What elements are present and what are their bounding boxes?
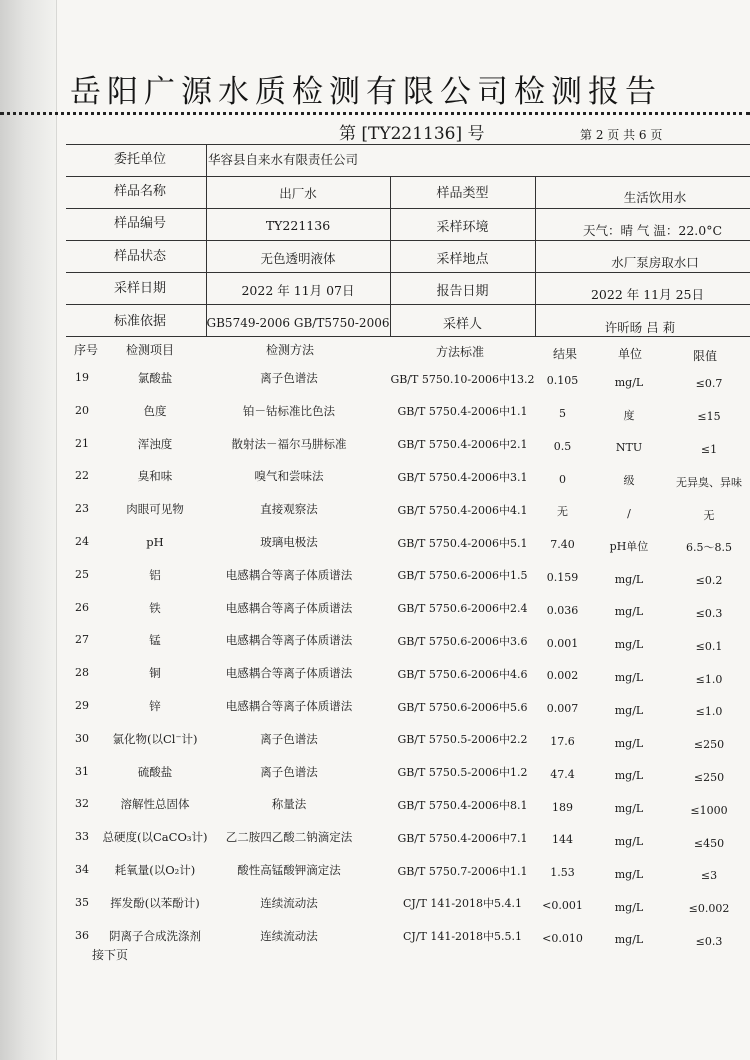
cell-unit: mg/L: [614, 900, 644, 914]
cell-method: 散射法－福尔马肼标准: [231, 436, 347, 451]
cell-result: 47.4: [550, 767, 575, 781]
cell-item: 氯化物(以Cl⁻计): [112, 731, 198, 746]
table-row: [0, 368, 750, 401]
cell-result: 0.007: [546, 702, 579, 716]
cell-unit: NTU: [615, 441, 643, 455]
sample-id-label: 样品编号: [113, 216, 166, 231]
cell-limit: ≤0.002: [688, 902, 730, 916]
rule: [66, 144, 750, 145]
cell-result: 7.40: [550, 538, 575, 552]
table-row: [0, 729, 750, 762]
cell-result: 0.159: [546, 570, 579, 584]
cell-result: 17.6: [550, 734, 575, 748]
env-label: 采样环境: [436, 220, 489, 235]
cell-no: 35: [75, 895, 89, 909]
client-label: 委托单位: [113, 152, 166, 167]
location-label: 采样地点: [436, 252, 489, 267]
cell-limit: ≤0.1: [695, 639, 723, 653]
cell-item: 锰: [149, 633, 161, 648]
cell-no: 19: [75, 371, 89, 384]
cell-method: 电感耦合等离子体质谱法: [225, 600, 353, 615]
cell-limit: ≤0.3: [695, 934, 723, 948]
cell-no: 31: [75, 764, 89, 778]
cell-no: 26: [75, 600, 89, 614]
cell-standard: GB/T 5750.4-2006中4.1: [397, 503, 528, 517]
cell-no: 21: [75, 436, 89, 450]
standard-label: 标准依据: [113, 314, 166, 329]
cell-result: 0.036: [546, 603, 579, 617]
sample-type-label: 样品类型: [436, 186, 489, 201]
table-row: [0, 434, 750, 467]
cell-unit: mg/L: [614, 769, 644, 783]
page-indicator: 第 2 页 共 6 页: [580, 128, 663, 142]
table-row: [0, 860, 750, 893]
cell-item: 色度: [143, 403, 167, 418]
cell-result: 189: [552, 800, 573, 814]
cell-unit: 级: [623, 474, 635, 488]
cell-item: 锌: [149, 699, 161, 713]
col-header-method: 检测方法: [265, 343, 314, 357]
cell-item: 阴离子合成洗涤剂: [109, 928, 201, 943]
table-row: [0, 565, 750, 598]
cell-standard: GB/T 5750.6-2006中1.5: [397, 569, 528, 583]
cell-no: 34: [75, 863, 89, 876]
rule: [206, 144, 207, 336]
cell-standard: GB/T 5750.4-2006中3.1: [397, 470, 528, 484]
table-row: [0, 696, 750, 729]
report-date-value: 2022 年 11月 25日: [590, 287, 705, 302]
cell-standard: GB/T 5750.6-2006中3.6: [397, 634, 528, 648]
cell-standard: GB/T 5750.4-2006中2.1: [397, 438, 528, 452]
cell-unit: pH单位: [609, 539, 649, 553]
cell-standard: GB/T 5750.7-2006中1.1: [397, 864, 528, 878]
env-value: 天气：晴 气 温：22.0°C: [582, 223, 723, 238]
sampling-date-value: 2022 年 11月 07日: [241, 283, 355, 298]
cell-unit: mg/L: [614, 867, 644, 881]
cell-item: 铝: [149, 567, 161, 582]
cell-no: 20: [75, 403, 89, 417]
cell-standard: GB/T 5750.4-2006中1.1: [397, 405, 528, 419]
cell-item: 硫酸盐: [137, 764, 173, 779]
cell-unit: /: [627, 506, 631, 520]
cell-no: 25: [75, 567, 89, 581]
cell-unit: mg/L: [614, 572, 644, 586]
rule: [535, 176, 536, 336]
cell-limit: 6.5～8.5: [686, 541, 732, 555]
cell-item: 总硬度(以CaCO₃计): [102, 830, 208, 845]
cell-unit: 度: [623, 408, 635, 422]
cell-limit: ≤0.7: [695, 377, 723, 391]
cell-limit: ≤250: [693, 738, 725, 752]
cell-limit: ≤250: [693, 770, 725, 784]
cell-limit: ≤3: [700, 869, 718, 883]
cell-no: 22: [75, 469, 89, 483]
sampling-date-label: 采样日期: [113, 281, 166, 296]
cell-unit: mg/L: [614, 933, 644, 947]
cell-result: 0.001: [546, 636, 579, 650]
cell-standard: GB/T 5750.4-2006中7.1: [397, 831, 528, 845]
cell-method: 电感耦合等离子体质谱法: [225, 567, 353, 582]
cell-method: 称量法: [271, 797, 307, 812]
cell-standard: GB/T 5750.5-2006中1.2: [397, 766, 528, 780]
table-row: [0, 401, 750, 434]
cell-method: 嗅气和尝味法: [254, 469, 324, 484]
cell-method: 离子色谱法: [260, 764, 318, 779]
cell-method: 直接观察法: [260, 502, 318, 517]
cell-no: 32: [75, 797, 89, 811]
cell-method: 铂－钴标准比色法: [243, 403, 335, 418]
rule: [66, 208, 750, 209]
location-value: 水厂泵房取水口: [611, 255, 699, 270]
sample-name-label: 样品名称: [113, 184, 166, 199]
cell-standard: GB/T 5750.6-2006中5.6: [397, 700, 528, 714]
cell-unit: mg/L: [614, 703, 644, 717]
cell-standard: GB/T 5750.5-2006中2.2: [397, 733, 528, 747]
cell-method: 离子色谱法: [260, 731, 318, 746]
cell-method: 连续流动法: [260, 928, 318, 943]
col-header-item: 检测项目: [125, 343, 174, 357]
table-row: [0, 762, 750, 795]
cell-unit: mg/L: [614, 736, 644, 750]
table-row: [0, 598, 750, 631]
col-header-limit: 限值: [692, 349, 717, 363]
cell-limit: 无: [703, 508, 715, 522]
cell-item: 肉眼可见物: [126, 502, 184, 517]
cell-method: 电感耦合等离子体质谱法: [225, 666, 353, 681]
cell-unit: mg/L: [614, 802, 644, 816]
cell-item: 氯酸盐: [137, 371, 173, 385]
cell-method: 电感耦合等离子体质谱法: [225, 633, 353, 648]
state-value: 无色透明液体: [260, 251, 336, 266]
cell-item: 铜: [149, 666, 161, 681]
col-header-standard: 方法标准: [435, 345, 484, 359]
cell-result: 5: [559, 406, 566, 420]
cell-standard: GB/T 5750.4-2006中8.1: [397, 798, 528, 812]
cell-no: 27: [75, 633, 89, 647]
cell-limit: ≤0.3: [695, 606, 723, 620]
cell-standard: GB/T 5750.10-2006中13.2: [390, 372, 535, 386]
cell-method: 电感耦合等离子体质谱法: [225, 699, 353, 713]
rule: [66, 176, 750, 177]
table-row: [0, 630, 750, 663]
report-title: 岳阳广源水质检测有限公司检测报告: [70, 74, 662, 110]
cell-result: <0.010: [542, 931, 583, 945]
cell-method: 玻璃电极法: [260, 535, 318, 549]
cell-method: 酸性高锰酸钾滴定法: [237, 863, 341, 877]
cell-limit: ≤1: [700, 442, 718, 456]
cell-result: <0.001: [542, 898, 583, 912]
col-header-unit: 单位: [617, 347, 642, 361]
table-row: [0, 794, 750, 827]
table-row: [0, 893, 750, 926]
report-number: 第 [TY221136] 号: [339, 124, 485, 144]
cell-unit: mg/L: [614, 834, 644, 848]
cell-limit: ≤450: [693, 836, 725, 850]
table-row: [0, 499, 750, 532]
cell-item: 耗氧量(以O₂计): [114, 863, 196, 877]
cell-unit: mg/L: [614, 605, 644, 619]
cell-item: 臭和味: [137, 469, 173, 484]
cell-limit: ≤1000: [690, 803, 728, 817]
col-header-result: 结果: [552, 347, 577, 361]
table-row: [0, 827, 750, 860]
cell-limit: ≤1.0: [695, 672, 723, 686]
cell-result: 0.105: [546, 374, 579, 388]
cell-standard: CJ/T 141-2018中5.4.1: [402, 897, 523, 911]
cell-limit: ≤1.0: [695, 705, 723, 719]
cell-standard: CJ/T 141-2018中5.5.1: [402, 930, 523, 944]
cell-limit: ≤0.2: [695, 574, 723, 588]
table-row: [0, 532, 750, 565]
cell-method: 离子色谱法: [260, 371, 318, 385]
cell-unit: mg/L: [614, 638, 644, 652]
sampler-label: 采样人: [442, 317, 482, 332]
cell-standard: GB/T 5750.6-2006中2.4: [397, 602, 528, 616]
cell-no: 30: [75, 731, 89, 745]
cell-result: 1.53: [550, 866, 575, 880]
cell-unit: mg/L: [614, 670, 644, 684]
cell-standard: GB/T 5750.4-2006中5.1: [397, 536, 528, 550]
sampler-value: 许昕旸 吕 莉: [604, 320, 676, 335]
cell-limit: 无异臭、异味: [676, 475, 742, 489]
table-row: [0, 663, 750, 696]
sample-name-value: 出厂水: [279, 186, 317, 201]
cell-result: 0.002: [546, 669, 579, 683]
cell-item: 铁: [149, 600, 161, 615]
cell-result: 无: [557, 505, 568, 519]
cell-result: 0: [559, 472, 566, 486]
report-date-label: 报告日期: [436, 284, 489, 299]
cell-item: pH: [146, 535, 164, 549]
cell-no: 28: [75, 666, 89, 680]
cell-no: 33: [75, 830, 89, 844]
cell-unit: mg/L: [614, 375, 644, 389]
cell-no: 24: [75, 535, 89, 548]
cell-method: 乙二胺四乙酸二钠滴定法: [225, 830, 353, 845]
continued-note: 接下页: [92, 948, 129, 962]
standard-value: GB5749-2006 GB/T5750-2006: [206, 316, 390, 330]
sample-type-value: 生活饮用水: [623, 190, 687, 205]
cell-no: 23: [75, 502, 89, 516]
col-header-no: 序号: [73, 343, 98, 357]
cell-no: 29: [75, 699, 89, 712]
cell-result: 0.5: [553, 439, 572, 453]
state-label: 样品状态: [113, 249, 166, 264]
cell-standard: GB/T 5750.6-2006中4.6: [397, 667, 528, 681]
cell-no: 36: [75, 928, 89, 942]
cell-item: 挥发酚(以苯酚计): [110, 895, 200, 910]
cell-limit: ≤15: [697, 410, 721, 424]
cell-result: 144: [552, 833, 573, 847]
client-value: 华容县自来水有限责任公司: [208, 152, 359, 167]
cell-method: 连续流动法: [260, 895, 318, 910]
table-row: [0, 466, 750, 499]
sample-id-value: TY221136: [265, 218, 331, 233]
dotted-divider: [0, 112, 750, 115]
cell-item: 溶解性总固体: [120, 797, 190, 812]
cell-item: 浑浊度: [137, 436, 173, 451]
